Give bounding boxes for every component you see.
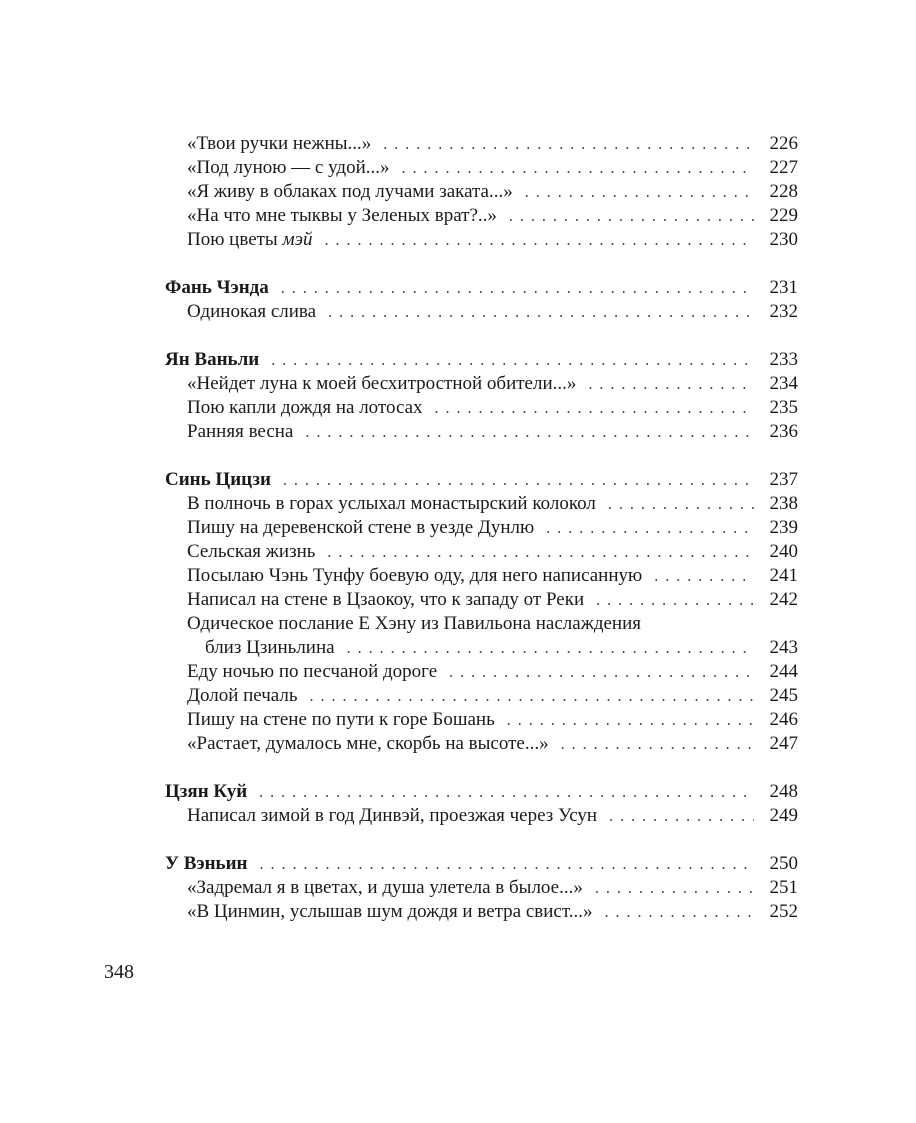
poem-title <box>187 732 549 756</box>
toc-poem-entry <box>165 300 798 324</box>
entry-title-text: Ян Ваньли <box>165 349 260 370</box>
toc-poem-entry <box>165 516 798 540</box>
dot-leader <box>509 205 754 229</box>
poem-title <box>187 612 641 636</box>
toc-poem-entry <box>165 876 798 900</box>
entry-page-number: 227 <box>769 157 798 178</box>
toc-poem-entry <box>165 732 798 756</box>
dot-leader <box>507 709 754 733</box>
toc-poem-entry <box>165 684 798 708</box>
dot-leader <box>608 493 754 517</box>
toc-poem-entry <box>165 636 798 660</box>
toc-poem-entry <box>165 708 798 732</box>
poem-title <box>187 804 597 828</box>
poem-title <box>187 540 315 564</box>
entry-title-text: Сельская жизнь <box>187 541 316 562</box>
author-name <box>165 276 269 300</box>
dot-leader <box>654 565 754 589</box>
dot-leader <box>525 181 754 205</box>
entry-page-number: 231 <box>769 277 798 298</box>
entry-title-text: Цзян Куй <box>165 781 248 802</box>
toc-poem-entry <box>165 372 798 396</box>
dot-leader <box>324 229 754 253</box>
page-number: 348 <box>104 961 134 983</box>
entry-title-text: Одинокая слива <box>187 301 317 322</box>
poem-title <box>187 132 371 156</box>
entry-title-text: Синь Цицзи <box>165 469 271 490</box>
dot-leader <box>449 661 754 685</box>
dot-leader <box>595 877 754 901</box>
entry-title-text: «Задремал я в цветах, и душа улетела в былое...» <box>187 877 583 898</box>
poem-title <box>187 708 495 732</box>
poem-title <box>187 228 312 252</box>
dot-leader <box>271 349 754 373</box>
entry-page-number: 248 <box>769 781 798 802</box>
author-name <box>165 348 259 372</box>
poem-title <box>187 876 583 900</box>
poem-title <box>187 516 534 540</box>
toc-poem-entry <box>165 396 798 420</box>
poem-title <box>187 300 316 324</box>
poem-title <box>187 420 293 444</box>
dot-leader <box>327 541 754 565</box>
author-name <box>165 852 247 876</box>
dot-leader <box>328 301 754 325</box>
dot-leader <box>609 805 754 829</box>
entry-page-number: 242 <box>769 589 798 610</box>
toc-poem-entry <box>165 660 798 684</box>
entry-page-number: 228 <box>769 181 798 202</box>
entry-title-text: «Нейдет луна к моей бесхитростной обители...» <box>187 373 577 394</box>
entry-page-number: 226 <box>769 133 798 154</box>
entry-title-text: Пою капли дождя на лотосах <box>187 397 423 418</box>
poem-title <box>187 396 423 420</box>
toc-poem-entry <box>165 540 798 564</box>
entry-title-text: Еду ночью по песчаной дороге <box>187 661 438 682</box>
entry-title-text: «Я живу в облаках под лучами заката...» <box>187 181 513 202</box>
poem-title <box>187 156 390 180</box>
entry-page-number: 236 <box>769 421 798 442</box>
poem-title <box>187 372 576 396</box>
entry-title-text: В полночь в горах услыхал монастырский колокол <box>187 493 596 514</box>
dot-leader <box>305 421 754 445</box>
dot-leader <box>310 685 754 709</box>
entry-title-text: Пишу на стене по пути к горе Бошань <box>187 709 495 730</box>
entry-page-number: 230 <box>769 229 798 250</box>
entry-title-text: «В Цинмин, услышав шум дождя и ветра свист...» <box>187 901 593 922</box>
dot-leader <box>435 397 754 421</box>
dot-leader <box>259 781 754 805</box>
toc-poem-entry <box>165 804 798 828</box>
entry-page-number: 241 <box>769 565 798 586</box>
toc-poem-entry <box>165 156 798 180</box>
toc-author-entry <box>165 852 798 876</box>
entry-page-number: 251 <box>769 877 798 898</box>
entry-title-text: У Вэньин <box>165 853 248 874</box>
toc-author-entry <box>165 780 798 804</box>
entry-page-number: 229 <box>769 205 798 226</box>
entry-title-text: Посылаю Чэнь Тунфу боевую оду, для него написанную <box>187 565 643 586</box>
dot-leader <box>546 517 754 541</box>
entry-title-text: «Твои ручки нежны...» <box>187 133 372 154</box>
entry-page-number: 245 <box>769 685 798 706</box>
poem-title <box>187 564 642 588</box>
entry-title-text: Одическое послание Е Хэну из Павильона наслаждения <box>187 613 642 634</box>
entry-title-text: «Под луною — с удой...» <box>187 157 390 178</box>
poem-title <box>187 900 593 924</box>
toc-poem-entry <box>165 420 798 444</box>
poem-title <box>187 492 596 516</box>
toc-poem-entry <box>165 612 798 636</box>
dot-leader <box>588 373 754 397</box>
entry-title-text: Написал зимой в год Динвэй, проезжая через Усун <box>187 805 598 826</box>
dot-leader <box>596 589 754 613</box>
entry-title-text: близ Цзиньлина <box>205 637 335 658</box>
toc-author-entry <box>165 276 798 300</box>
entry-page-number: 247 <box>769 733 798 754</box>
dot-leader <box>259 853 754 877</box>
entry-page-number: 244 <box>769 661 798 682</box>
entry-page-number: 250 <box>769 853 798 874</box>
toc-poem-entry <box>165 204 798 228</box>
entry-title-text: Долой печаль <box>187 685 298 706</box>
entry-page-number: 232 <box>769 301 798 322</box>
toc-author-entry <box>165 468 798 492</box>
toc-poem-entry <box>165 492 798 516</box>
toc-author-entry <box>165 348 798 372</box>
entry-page-number: 252 <box>769 901 798 922</box>
poem-title <box>187 660 437 684</box>
entry-page-number: 239 <box>769 517 798 538</box>
dot-leader <box>402 157 754 181</box>
author-name <box>165 468 271 492</box>
dot-leader <box>281 277 754 301</box>
toc-poem-entry <box>165 228 798 252</box>
toc-poem-entry <box>165 180 798 204</box>
entry-title-text: «Растает, думалось мне, скорбь на высоте...» <box>187 733 549 754</box>
dot-leader <box>347 637 754 661</box>
dot-leader <box>605 901 755 925</box>
entry-page-number: 240 <box>769 541 798 562</box>
poem-title <box>187 636 335 660</box>
toc-poem-entry <box>165 132 798 156</box>
entry-page-number: 246 <box>769 709 798 730</box>
dot-leader <box>383 133 754 157</box>
toc-poem-entry <box>165 564 798 588</box>
toc-poem-entry <box>165 588 798 612</box>
entry-title-text: Ранняя весна <box>187 421 294 442</box>
poem-title <box>187 180 513 204</box>
entry-page-number: 243 <box>769 637 798 658</box>
poem-title <box>187 684 298 708</box>
toc-poem-entry <box>165 900 798 924</box>
dot-leader <box>561 733 754 757</box>
entry-title-text: Пишу на деревенской стене в уезде Дунлю <box>187 517 535 538</box>
entry-title-text: Пою цветы <box>187 229 283 250</box>
entry-page-number: 234 <box>769 373 798 394</box>
entry-page-number: 249 <box>769 805 798 826</box>
entry-title-text: Написал на стене в Цзаокоу, что к западу от Реки <box>187 589 585 610</box>
entry-page-number: 235 <box>769 397 798 418</box>
entry-title-text: «На что мне тыквы у Зеленых врат?..» <box>187 205 497 226</box>
entry-page-number: 237 <box>769 469 798 490</box>
entry-title-text: Фань Чэнда <box>165 277 269 298</box>
entry-title-italic: мэй <box>282 229 313 250</box>
dot-leader <box>283 469 754 493</box>
table-of-contents <box>165 132 798 924</box>
entry-page-number: 233 <box>769 349 798 370</box>
poem-title <box>187 204 497 228</box>
author-name <box>165 780 247 804</box>
poem-title <box>187 588 584 612</box>
entry-page-number: 238 <box>769 493 798 514</box>
